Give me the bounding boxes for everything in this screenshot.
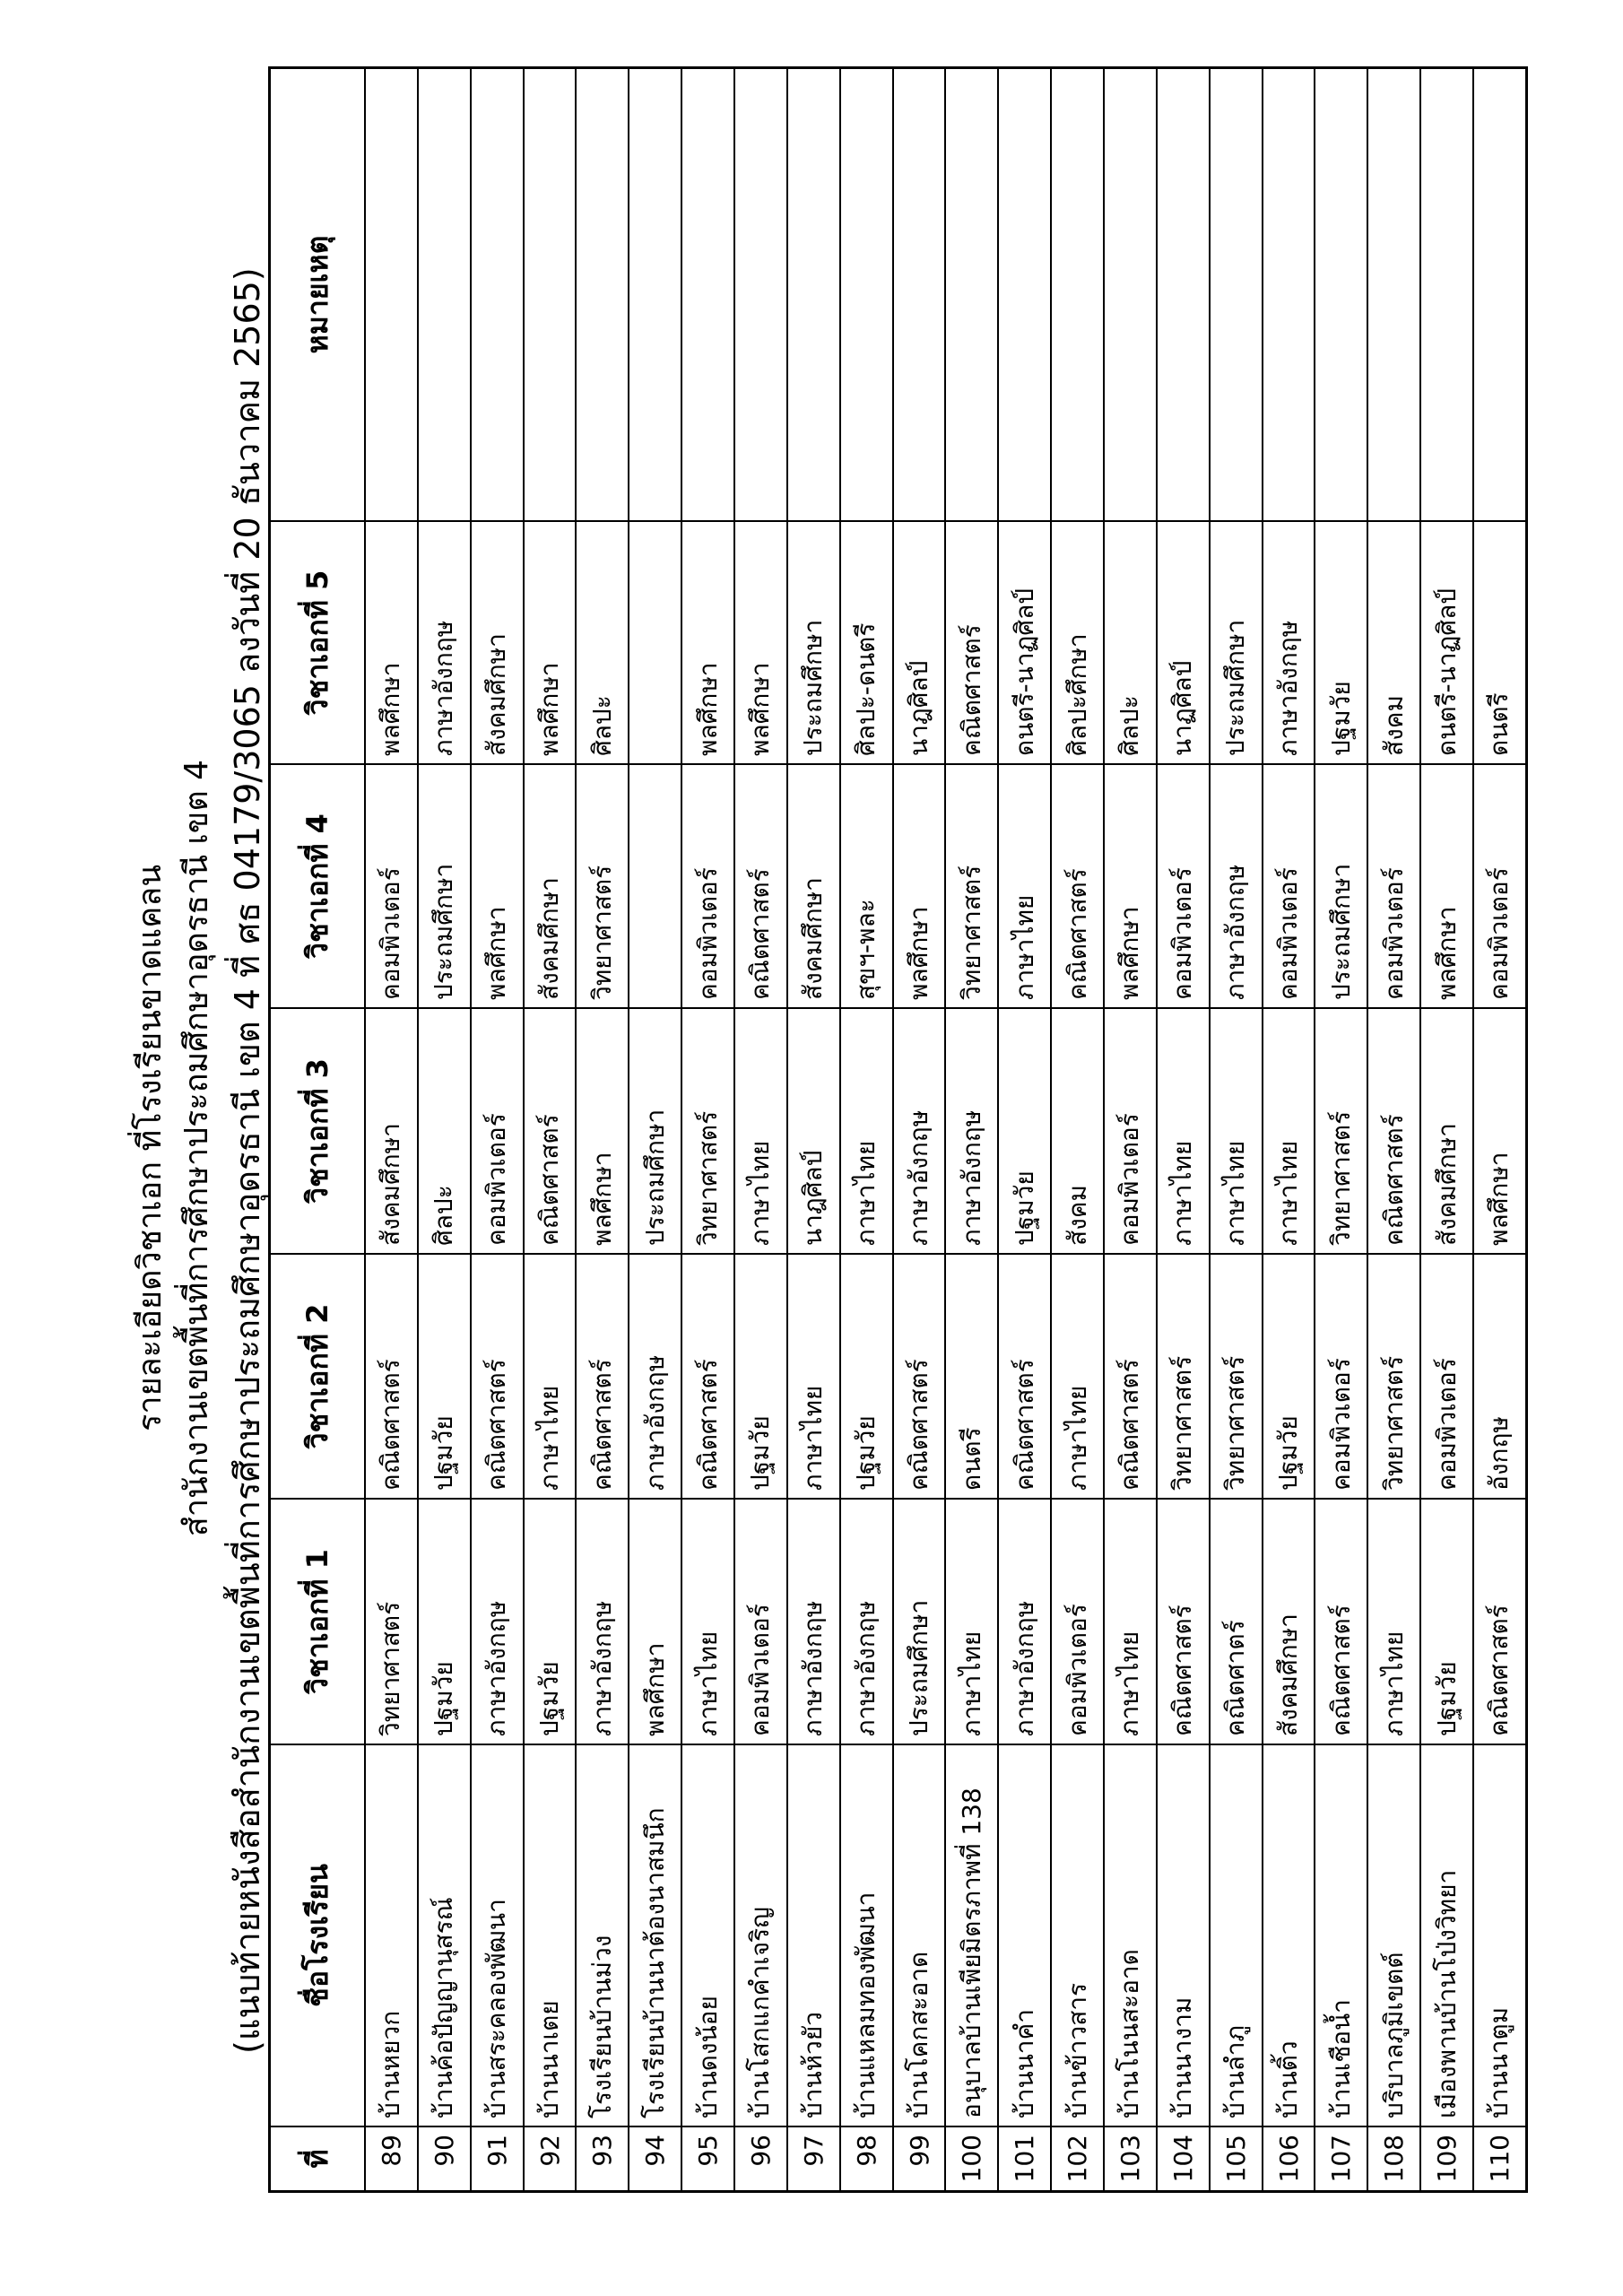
cell-major-1: ปฐมวัย [525, 1500, 576, 1745]
cell-remarks [841, 69, 892, 522]
cell-major-3: ภาษาไทย [1158, 1009, 1209, 1255]
cell-no: 90 [429, 2135, 459, 2167]
cell-remarks [1105, 69, 1156, 522]
cell-major-3: วิทยาศาสตร์ [1315, 1009, 1367, 1255]
table-row [417, 69, 470, 2190]
cell-major-3: พลศึกษา [577, 1009, 628, 1255]
cell-major-4: พลศึกษา [894, 765, 945, 1009]
cell-no: 102 [1063, 2135, 1093, 2183]
cell-remarks [999, 69, 1050, 522]
cell-major-3: ประถมศึกษา [629, 1009, 681, 1255]
cell-no: 97 [798, 2135, 829, 2167]
cell-no: 91 [482, 2135, 512, 2167]
cell-major-3: ภาษาไทย [1211, 1009, 1262, 1255]
cell-school: บ้านนาตูม [1474, 1745, 1525, 2127]
cell-remarks [894, 69, 945, 522]
header-cell-remarks: หมายเหตุ [271, 69, 364, 522]
cell-school: บ้านนาคำ [999, 1745, 1050, 2127]
header-cell-major-3: วิชาเอกที่ 3 [271, 1009, 364, 1255]
table-row [575, 69, 628, 2190]
header-cell-major-2: วิชาเอกที่ 2 [271, 1255, 364, 1500]
table-row [786, 69, 839, 2190]
cell-major-5: พลศึกษา [682, 522, 733, 765]
cell-major-5: พลศึกษา [735, 522, 786, 765]
cell-major-3: วิทยาศาสตร์ [682, 1009, 733, 1255]
cell-major-5: ศิลปะ-ดนตรี [841, 522, 892, 765]
cell-major-4: คอมพิวเตอร์ [1474, 765, 1525, 1009]
cell-school: บ้านข้าวสาร [1052, 1745, 1103, 2127]
table-row [628, 69, 681, 2190]
document-subtitle: สำนักงานเขตพื้นที่การศึกษาประถมศึกษาอุดรธานี เขต 4 [178, 759, 215, 1537]
cell-major-5: ดนตรี-นาฏศิลป์ [1421, 522, 1472, 765]
cell-major-4: ประถมศึกษา [419, 765, 470, 1009]
cell-major-3: ภาษาไทย [735, 1009, 786, 1255]
cell-major-3: พลศึกษา [1474, 1009, 1525, 1255]
cell-major-1: คณิตศาสตร์ [1315, 1500, 1367, 1745]
cell-remarks [1052, 69, 1103, 522]
cell-remarks [735, 69, 786, 522]
cell-major-2: คณิตศาสตร์ [999, 1255, 1050, 1500]
cell-major-4: พลศึกษา [1105, 765, 1156, 1009]
cell-school: โรงเรียนบ้านม่วง [577, 1745, 628, 2127]
cell-major-5: ภาษาอังกฤษ [419, 522, 470, 765]
cell-major-2: คณิตศาสตร์ [682, 1255, 733, 1500]
table-row [1156, 69, 1209, 2190]
table-row [1262, 69, 1315, 2190]
cell-major-2: ภาษาไทย [788, 1255, 839, 1500]
cell-major-2: คณิตศาสตร์ [472, 1255, 523, 1500]
cell-major-1: ภาษาไทย [946, 1500, 997, 1745]
cell-school: บ้านโนนสะอาด [1105, 1745, 1156, 2127]
cell-major-5: ประถมศึกษา [1211, 522, 1262, 765]
cell-major-2: ปฐมวัย [419, 1255, 470, 1500]
cell-no: 103 [1115, 2135, 1145, 2183]
cell-remarks [1474, 69, 1525, 522]
cell-remarks [525, 69, 576, 522]
cell-school: บ้านเชือน้ำ [1315, 1745, 1367, 2127]
cell-major-3: ปฐมวัย [999, 1009, 1050, 1255]
cell-major-4: วิทยาศาสตร์ [577, 765, 628, 1009]
cell-remarks [946, 69, 997, 522]
cell-school: โรงเรียนบ้านนาต้องนาสมนึก [629, 1745, 681, 2127]
cell-school: บ้านสระคลองพัฒนา [472, 1745, 523, 2127]
cell-major-1: พลศึกษา [629, 1500, 681, 1745]
table-row [997, 69, 1050, 2190]
cell-school: อนุบาลบ้านเพียมิตรภาพที่ 138 [946, 1745, 997, 2127]
cell-school: บ้านหยวก [366, 1745, 417, 2127]
cell-major-1: คณิตศาสตร์ [1158, 1500, 1209, 1745]
cell-major-5: ดนตรี-นาฏศิลป์ [999, 522, 1050, 765]
header-cell-major-1: วิชาเอกที่ 1 [271, 1500, 364, 1745]
cell-major-4: วิทยาศาสตร์ [946, 765, 997, 1009]
cell-major-1: คณิตศาตร์ [1211, 1500, 1262, 1745]
cell-major-5: สังคม [1368, 522, 1419, 765]
header-cell-major-5: วิชาเอกที่ 5 [271, 522, 364, 765]
cell-major-5: พลศึกษา [366, 522, 417, 765]
cell-major-4: พลศึกษา [472, 765, 523, 1009]
cell-major-5: ภาษาอังกฤษ [1263, 522, 1315, 765]
cell-major-2: คณิตศาสตร์ [894, 1255, 945, 1500]
cell-major-3: ภาษาอังกฤษ [894, 1009, 945, 1255]
cell-major-1: คอมพิวเตอร์ [1052, 1500, 1103, 1745]
cell-major-4: สุขฯ-พละ [841, 765, 892, 1009]
cell-no: 89 [376, 2135, 406, 2167]
cell-no: 101 [1010, 2135, 1040, 2183]
cell-no: 104 [1167, 2135, 1198, 2183]
cell-no: 95 [693, 2135, 724, 2167]
table-row [944, 69, 997, 2190]
cell-major-5: ศิลปะ [577, 522, 628, 765]
cell-major-2: ปฐมวัย [1263, 1255, 1315, 1500]
cell-school: บ้านนาเตย [525, 1745, 576, 2127]
cell-major-4: คณิตศาสตร์ [1052, 765, 1103, 1009]
cell-no: 98 [851, 2135, 881, 2167]
cell-major-5: ศิลปะ [1105, 522, 1156, 765]
cell-no: 108 [1379, 2135, 1410, 2183]
cell-major-2: ภาษาไทย [1052, 1255, 1103, 1500]
cell-major-3: สังคมศึกษา [1421, 1009, 1472, 1255]
cell-major-2: ภาษาอังกฤษ [629, 1255, 681, 1500]
cell-major-4: ภาษาไทย [999, 765, 1050, 1009]
table-row [1472, 69, 1525, 2190]
cell-major-5: พลศึกษา [525, 522, 576, 765]
cell-major-1: ภาษาอังกฤษ [788, 1500, 839, 1745]
cell-major-4: พลศึกษา [1421, 765, 1472, 1009]
cell-no: 99 [904, 2135, 934, 2167]
cell-major-1: คณิตศาสตร์ [1474, 1500, 1525, 1745]
table-row [1419, 69, 1472, 2190]
document-title: รายละเอียดวิชาเอก ที่โรงเรียนขาดแคลน [132, 865, 169, 1431]
cell-no: 106 [1273, 2135, 1304, 2183]
cell-school: บ้านนางาม [1158, 1745, 1209, 2127]
cell-major-3: ภาษาไทย [1263, 1009, 1315, 1255]
cell-remarks [682, 69, 733, 522]
shortage-table [268, 66, 1528, 2193]
header-cell-school: ชื่อโรงเรียน [271, 1745, 364, 2127]
table-row [470, 69, 523, 2190]
cell-remarks [577, 69, 628, 522]
cell-remarks [1158, 69, 1209, 522]
cell-remarks [1315, 69, 1367, 522]
table-row [892, 69, 945, 2190]
cell-school: บ้านโคกสะอาด [894, 1745, 945, 2127]
cell-major-5: ศิลปะศึกษา [1052, 522, 1103, 765]
cell-major-3: คอมพิวเตอร์ [1105, 1009, 1156, 1255]
cell-major-2: วิทยาศาสตร์ [1368, 1255, 1419, 1500]
cell-remarks [366, 69, 417, 522]
cell-major-3: ศิลปะ [419, 1009, 470, 1255]
cell-major-3: คณิตศาสตร์ [1368, 1009, 1419, 1255]
cell-major-1: ภาษาไทย [1105, 1500, 1156, 1745]
cell-major-5: นาฎศิลป์ [894, 522, 945, 765]
document-reference-line: (แนบท้ายหนังสือสำนักงานเขตพื้นที่การศึกษาประถมศึกษาอุดรธานี เขต 4 ที่ ศธ 04179/3065 ลงวันที่ 20 ธันวาคม 2565) [228, 267, 267, 2054]
cell-major-2: อังกฤษ [1474, 1255, 1525, 1500]
cell-no: 107 [1326, 2135, 1357, 2183]
cell-major-2: วิทยาศาสตร์ [1158, 1255, 1209, 1500]
cell-major-5: ปฐมวัย [1315, 522, 1367, 765]
cell-remarks [472, 69, 523, 522]
cell-remarks [419, 69, 470, 522]
cell-major-4: คอมพิวเตอร์ [682, 765, 733, 1009]
table-row [1314, 69, 1367, 2190]
cell-major-2: คณิตศาสตร์ [366, 1255, 417, 1500]
cell-major-2: วิทยาศาสตร์ [1211, 1255, 1262, 1500]
cell-major-4: ประถมศึกษา [1315, 765, 1367, 1009]
cell-school: บ้านติ้ว [1263, 1745, 1315, 2127]
cell-major-2: คอมพิวเตอร์ [1421, 1255, 1472, 1500]
cell-major-3: สังคม [1052, 1009, 1103, 1255]
cell-school: บ้านโสกแกคำเจริญ [735, 1745, 786, 2127]
cell-no: 100 [957, 2135, 987, 2183]
cell-major-3: ภาษาไทย [841, 1009, 892, 1255]
cell-major-3: คอมพิวเตอร์ [472, 1009, 523, 1255]
cell-major-1: ภาษาอังกฤษ [841, 1500, 892, 1745]
cell-major-5: นาฏศิลป์ [1158, 522, 1209, 765]
table-row [839, 69, 892, 2190]
cell-school: บ้านค้อปัญญานุสรณ์ [419, 1745, 470, 2127]
cell-major-1: วิทยาศาสตร์ [366, 1500, 417, 1745]
cell-major-1: ภาษาอังกฤษ [577, 1500, 628, 1745]
cell-no: 94 [640, 2135, 671, 2167]
cell-major-3: สังคมศึกษา [366, 1009, 417, 1255]
cell-major-2: คณิตศาสตร์ [577, 1255, 628, 1500]
cell-major-3: ภาษาอังกฤษ [946, 1009, 997, 1255]
cell-remarks [1421, 69, 1472, 522]
table-row [681, 69, 733, 2190]
cell-major-4: สังคมศึกษา [525, 765, 576, 1009]
cell-major-4: คอมพิวเตอร์ [1263, 765, 1315, 1009]
cell-major-1: ภาษาไทย [682, 1500, 733, 1745]
table-row [1103, 69, 1156, 2190]
cell-major-4 [629, 765, 681, 1009]
table-row [1209, 69, 1262, 2190]
cell-major-2: ปฐมวัย [735, 1255, 786, 1500]
cell-major-1: คอมพิวเตอร์ [735, 1500, 786, 1745]
cell-major-4: ภาษาอังกฤษ [1211, 765, 1262, 1009]
cell-major-1: ภาษาอังกฤษ [999, 1500, 1050, 1745]
cell-school: บ้านดงน้อย [682, 1745, 733, 2127]
cell-major-4: คณิตศาสตร์ [735, 765, 786, 1009]
table-row [1050, 69, 1103, 2190]
cell-major-1: ภาษาอังกฤษ [472, 1500, 523, 1745]
cell-no: 110 [1484, 2135, 1515, 2183]
cell-major-4: คอมพิวเตอร์ [366, 765, 417, 1009]
cell-no: 96 [745, 2135, 776, 2167]
cell-remarks [1263, 69, 1315, 522]
cell-major-5: คณิตศาสตร์ [946, 522, 997, 765]
cell-no: 92 [534, 2135, 565, 2167]
cell-major-2: คณิตศาสตร์ [1105, 1255, 1156, 1500]
cell-major-2: ภาษาไทย [525, 1255, 576, 1500]
table-row [364, 69, 417, 2190]
cell-school: บ้านแหลมทองพัฒนา [841, 1745, 892, 2127]
cell-major-3: คณิตศาสตร์ [525, 1009, 576, 1255]
cell-major-5 [629, 522, 681, 765]
cell-remarks [1211, 69, 1262, 522]
cell-school: บ้านห้วยัว [788, 1745, 839, 2127]
cell-major-4: สังคมศึกษา [788, 765, 839, 1009]
cell-major-4: คอมพิวเตอร์ [1368, 765, 1419, 1009]
header-cell-major-4: วิชาเอกที่ 4 [271, 765, 364, 1009]
header-cell-no: ที่ [299, 2149, 334, 2169]
cell-remarks [1368, 69, 1419, 522]
cell-major-5: สังคมศึกษา [472, 522, 523, 765]
cell-school: บริบาลภูมิเขตต์ [1368, 1745, 1419, 2127]
cell-no: 109 [1432, 2135, 1462, 2183]
cell-major-4: คอมพิวเตอร์ [1158, 765, 1209, 1009]
table-row [1367, 69, 1419, 2190]
cell-no: 93 [587, 2135, 618, 2167]
cell-major-5: ประถมศึกษา [788, 522, 839, 765]
cell-major-1: ประถมศึกษา [894, 1500, 945, 1745]
cell-major-1: ปฐมวัย [419, 1500, 470, 1745]
cell-major-3: นาฎศิลป์ [788, 1009, 839, 1255]
table-row [733, 69, 786, 2190]
cell-remarks [629, 69, 681, 522]
cell-major-5: ดนตรี [1474, 522, 1525, 765]
cell-school: เมืองพานบ้านโป่งวิทยา [1421, 1745, 1472, 2127]
table-header-row [271, 69, 364, 2190]
cell-major-1: ปฐมวัย [1421, 1500, 1472, 1745]
cell-major-2: คอมพิวเตอร์ [1315, 1255, 1367, 1500]
cell-major-1: สังคมศึกษา [1263, 1500, 1315, 1745]
cell-major-2: ปฐมวัย [841, 1255, 892, 1500]
cell-school: บ้านลำภู [1211, 1745, 1262, 2127]
cell-no: 105 [1220, 2135, 1251, 2183]
cell-remarks [788, 69, 839, 522]
cell-major-1: ภาษาไทย [1368, 1500, 1419, 1745]
table-row [523, 69, 576, 2190]
cell-major-2: ดนตรี [946, 1255, 997, 1500]
